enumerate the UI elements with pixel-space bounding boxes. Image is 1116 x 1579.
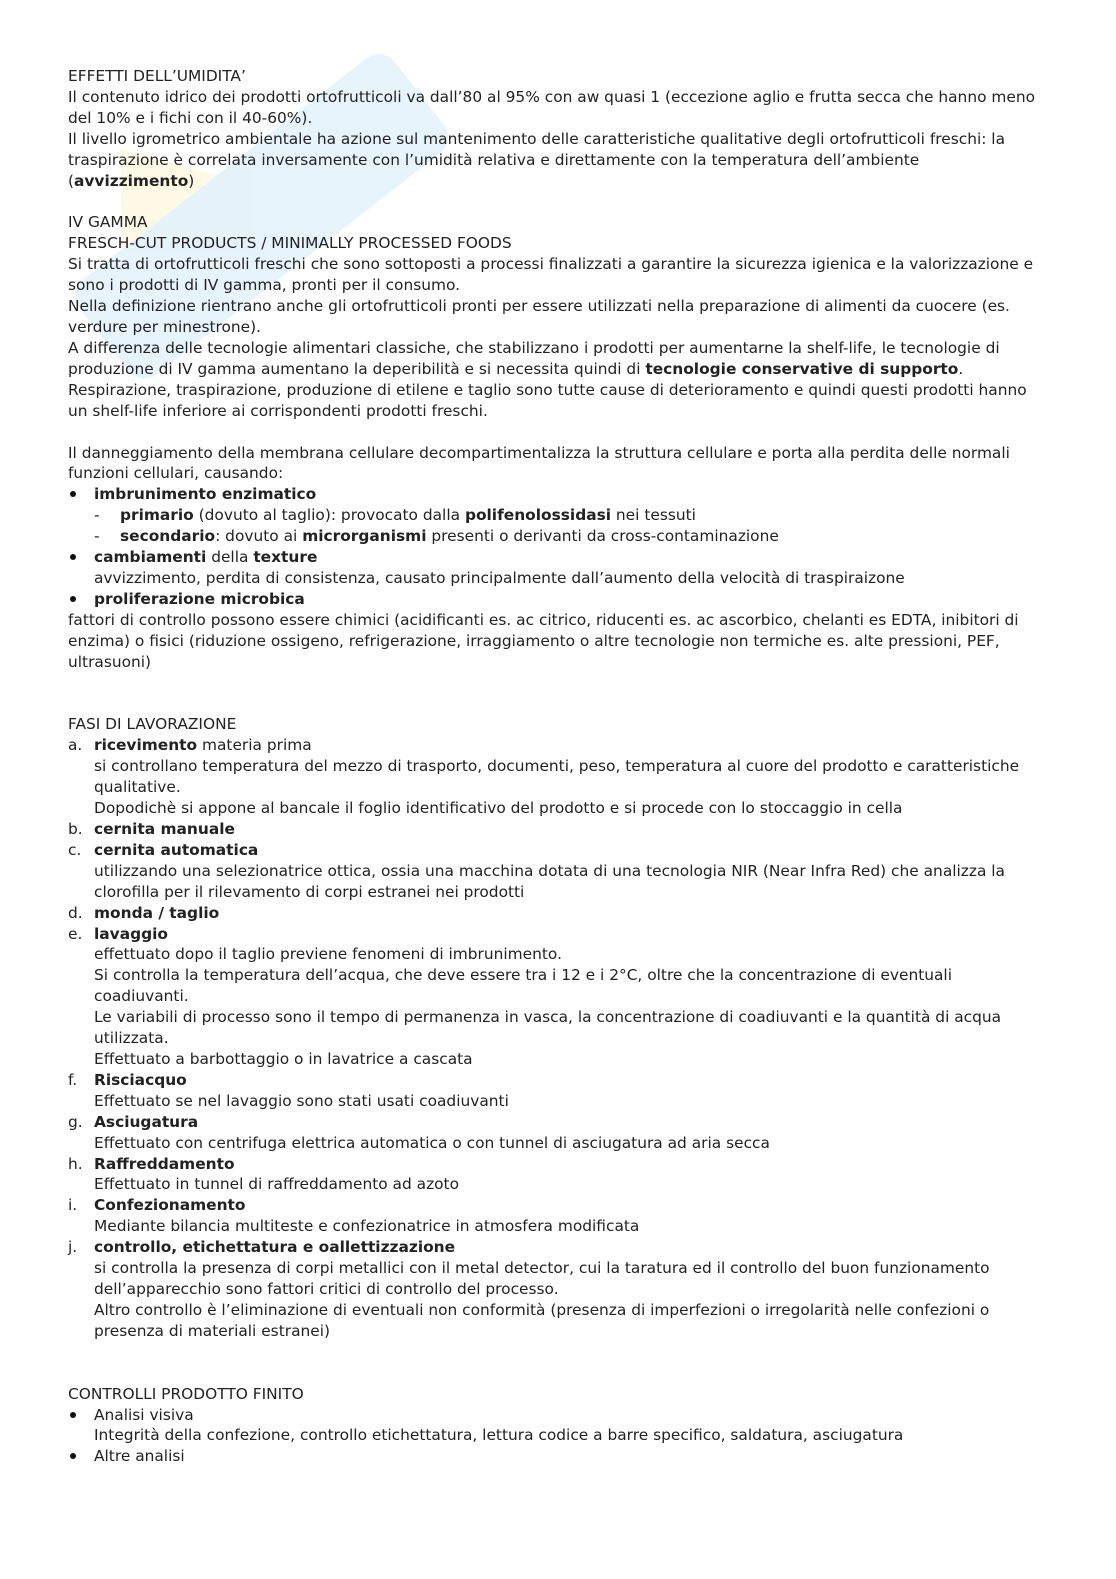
list-item-description: Integrità della confezione, controllo etichettatura, lettura codice a barre specifico, saldatura, asciugatura — [94, 1426, 904, 1445]
list-item-description: avvizzimento, perdita di consistenza, causato principalmente dall’aumento della velocità di traspiraizone — [94, 568, 905, 587]
step-description: Effettuato se nel lavaggio sono stati usati coadiuvanti — [94, 1091, 509, 1110]
step-item: h. Raffreddamento — [68, 1154, 235, 1173]
sub-list-item: - primario (dovuto al taglio): provocato dalla polifenolossidasi nei tessuti — [68, 505, 1048, 526]
paragraph: Il danneggiamento della membrana cellulare decompartimentalizza la struttura cellulare e porta alla perdita delle normali funzioni cellulari, causando: — [68, 443, 1010, 483]
paragraph: Nella definizione rientrano anche gli ortofrutticoli pronti per essere utilizzati nella preparazione di alimenti da cuocere (es. verdure per minestrone). — [68, 297, 1010, 336]
step-description: si controllano temperatura del mezzo di trasporto, documenti, peso, temperatura al cuore del prodotto e caratteristiche qualitative. — [94, 757, 1020, 797]
step-description: Le variabili di processo sono il tempo di permanenza in vasca, la concentrazione di coadiuvanti e la quantità di acqua utilizzata. — [94, 1008, 1002, 1048]
list-item: Analisi visiva — [68, 1405, 1048, 1426]
step-item: g. Asciugatura — [68, 1112, 199, 1131]
paragraph: A differenza delle tecnologie alimentari classiche, che stabilizzano i prodotti per aumentarne la shelf-life, le tecnologie di produzione di IV gamma aumentano la deperibilità e si necessita quindi di tecnologie conservative di supporto. — [68, 338, 1000, 378]
step-description: Effettuato a barbottaggio o in lavatrice a cascata — [94, 1049, 473, 1068]
paragraph: Il livello igrometrico ambientale ha azione sul mantenimento delle caratteristiche qualitative degli ortofrutticoli freschi: la traspirazione è correlata inversamente con l’umidità relativa e direttamente con la temperatura dell’ambiente (avvizzimento) — [68, 129, 1006, 190]
list-item: imbrunimento enzimatico — [68, 484, 1048, 505]
step-description: effettuato dopo il taglio previene fenomeni di imbrunimento. — [94, 945, 562, 964]
paragraph: Respirazione, traspirazione, produzione di etilene e taglio sono tutte cause di deterioramento e quindi questi prodotti hanno un shelf-life inferiore ai corrispondenti prodotti freschi. — [68, 380, 1027, 420]
section-title-iv-gamma: IV GAMMA — [68, 213, 148, 232]
sub-list-item: - secondario: dovuto ai microrganismi presenti o derivanti da cross-contaminazione — [68, 526, 1048, 547]
paragraph: Si tratta di ortofrutticoli freschi che sono sottoposti a processi finalizzati a garantire la sicurezza igienica e la valorizzazione e sono i prodotti di IV gamma, pronti per il consumo. — [68, 255, 1034, 295]
step-description: Effettuato in tunnel di raffreddamento ad azoto — [94, 1175, 460, 1194]
section-subtitle: FRESCH-CUT PRODUCTS / MINIMALLY PROCESSED FOODS — [68, 234, 512, 253]
step-item: i. Confezionamento — [68, 1196, 246, 1215]
paragraph: Il contenuto idrico dei prodotti ortofrutticoli va dall’80 al 95% con aw quasi 1 (eccezione aglio e frutta secca che hanno meno del 10% e i fichi con il 40-60%). — [68, 87, 1036, 127]
step-item: a. ricevimento materia prima — [68, 736, 312, 755]
step-description: Si controlla la temperatura dell’acqua, che deve essere tra i 12 e i 2°C, oltre che la concentrazione di eventuali coadiuvanti. — [94, 966, 952, 1006]
step-item: f. Risciacquo — [68, 1070, 187, 1089]
step-description: utilizzando una selezionatrice ottica, ossia una macchina dotata di una tecnologia NIR (Near Infra Red) che analizza la clorofilla per il rilevamento di corpi estranei nei prodotti — [94, 861, 1005, 901]
list-item: cambiamenti della texture — [68, 547, 1048, 568]
step-description: si controlla la presenza di corpi metallici con il metal detector, cui la taratura ed il controllo del buon funzionamento dell’apparecchio sono fattori critici di controllo del processo. — [94, 1259, 990, 1298]
paragraph: fattori di controllo possono essere chimici (acidificanti es. ac citrico, riducenti es. ac ascorbico, chelanti es EDTA, inibitori di enzima) o fisici (riduzione ossigeno, refrigerazione, irraggiamento o altre tecnologie non termiche es. alte pressioni, PEF, ultrasuoni) — [68, 610, 1019, 671]
step-description: Mediante bilancia multiteste e confezionatrice in atmosfera modificata — [94, 1217, 640, 1236]
section-title-umidita: EFFETTI DELL’UMIDITA’ — [68, 67, 246, 85]
section-title-fasi: FASI DI LAVORAZIONE — [68, 715, 237, 734]
step-description: Dopodichè si appone al bancale il foglio identificativo del prodotto e si procede con lo stoccaggio in cella — [94, 799, 903, 818]
document-page — [68, 66, 1048, 1467]
section-title-controlli: CONTROLLI PRODOTTO FINITO — [68, 1384, 304, 1403]
list-item: Altre analisi — [68, 1446, 1048, 1467]
list-item: proliferazione microbica — [68, 589, 1048, 610]
step-description: Altro controllo è l’eliminazione di eventuali non conformità (presenza di imperfezioni o irregolarità nelle confezioni o presenza di materiali estranei) — [94, 1300, 990, 1340]
step-item: e. lavaggio — [68, 924, 168, 943]
step-item: j. controllo, etichettatura e oallettizzazione — [68, 1238, 456, 1257]
step-item: d. monda / taglio — [68, 903, 220, 922]
step-item: b. cernita manuale — [68, 820, 235, 838]
step-item: c. cernita automatica — [68, 840, 259, 859]
step-description: Effettuato con centrifuga elettrica automatica o con tunnel di asciugatura ad aria secca — [94, 1133, 770, 1152]
